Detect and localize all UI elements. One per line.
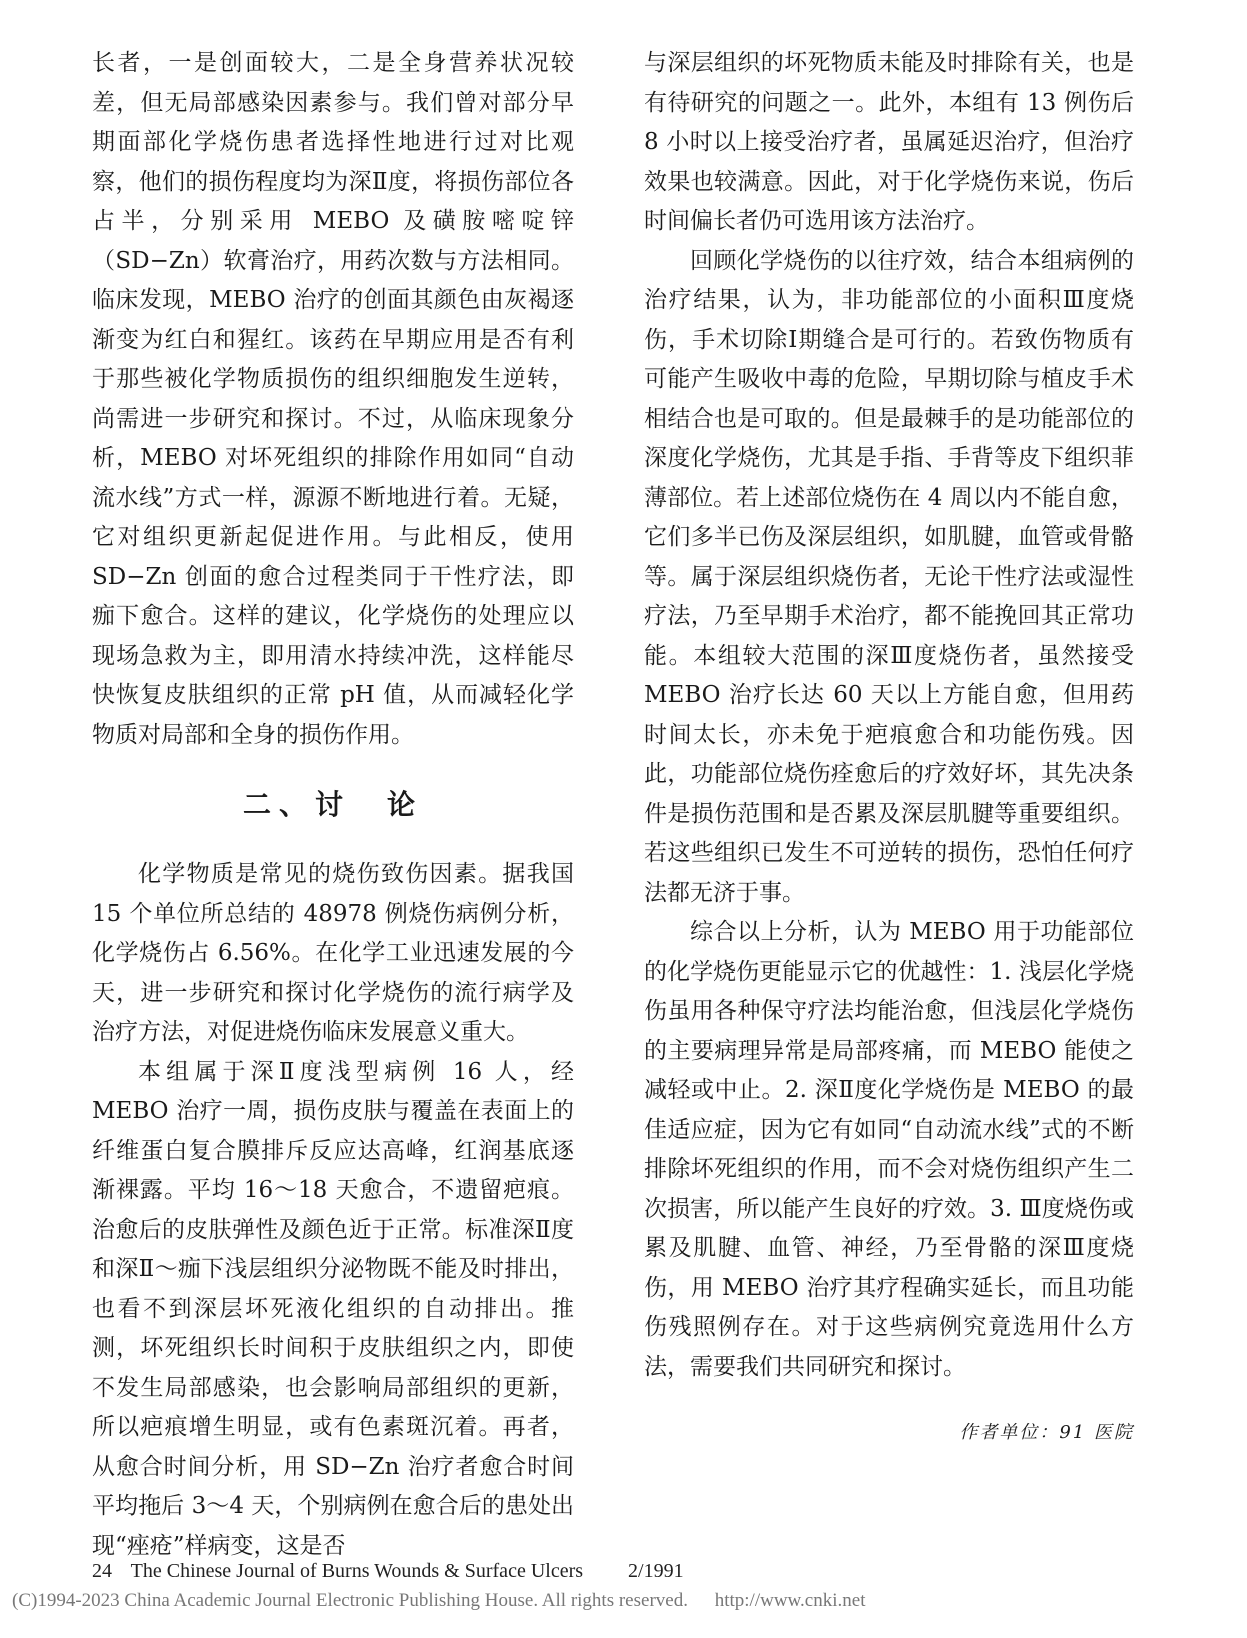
page-number: 24 bbox=[92, 1560, 112, 1582]
journal-name: The Chinese Journal of Burns Wounds & Surface Ulcers bbox=[130, 1560, 584, 1582]
left-paragraph-2: 化学物质是常见的烧伤致伤因素。据我国 15 个单位所总结的 48978 例烧伤病例分析，化学烧伤占 6.56%。在化学工业迅速发展的今天，进一步研究和探讨化学烧伤的流行病学及治疗方法，对促进烧伤临床发展意义重大。 bbox=[92, 861, 574, 1045]
right-paragraph-1: 与深层组织的坏死物质未能及时排除有关，也是有待研究的问题之一。此外，本组有 13 例伤后 8 小时以上接受治疗者，虽属延迟治疗，但治疗效果也较满意。因此，对于化学烧伤来说，伤后时间偏长者仍可选用该方法治疗。 bbox=[644, 50, 1134, 234]
right-paragraph-3: 综合以上分析，认为 MEBO 用于功能部位的化学烧伤更能显示它的优越性：1. 浅层化学烧伤虽用各种保守疗法均能治愈，但浅层化学烧伤的主要病理异常是局部疼痛，而 MEBO 能使之减轻或中止。2. 深Ⅱ度化学烧伤是 MEBO 的最佳适应症，因为它有如同“自动流水线”式的不断排除坏死组织的作用，而不会对烧伤组织产生二次损害，所以能产生良好的疗效。3. Ⅲ度烧伤或累及肌腱、血管、神经，乃至骨骼的深Ⅲ度烧伤，用 MEBO 治疗其疗程确实延长，而且功能伤残照例存在。对于这些病例究竟选用什么方法，需要我们共同研究和探讨。 bbox=[644, 919, 1134, 1380]
issue-number: 2/1991 bbox=[628, 1560, 684, 1582]
copyright-text: (C)1994-2023 China Academic Journal Electronic Publishing House. All rights reserved. bbox=[12, 1590, 688, 1611]
right-paragraph-2: 回顾化学烧伤的以往疗效，结合本组病例的治疗结果，认为，非功能部位的小面积Ⅲ度烧伤，手术切除Ⅰ期缝合是可行的。若致伤物质有可能产生吸收中毒的危险，早期切除与植皮手术相结合也是可取的。但是最棘手的是功能部位的深度化学烧伤，尤其是手指、手背等皮下组织菲薄部位。若上述部位烧伤在 4 周以内不能自愈，它们多半已伤及深层组织，如肌腱，血管或骨骼等。属于深层组织烧伤者，无论干性疗法或湿性疗法，乃至早期手术治疗，都不能挽回其正常功能。本组较大范围的深Ⅲ度烧伤者，虽然接受 MEBO 治疗长达 60 天以上方能自愈，但用药时间太长，亦未免于疤痕愈合和功能伤残。因此，功能部位烧伤痊愈后的疗效好坏，其先决条件是损伤范围和是否累及深层肌腱等重要组织。若这些组织已发生不可逆转的损伤，恐怕任何疗法都无济于事。 bbox=[644, 247, 1134, 906]
right-column bbox=[644, 44, 1134, 1453]
cnki-link[interactable]: http://www.cnki.net bbox=[714, 1590, 866, 1611]
left-paragraph-3: 本组属于深Ⅱ度浅型病例 16 人，经 MEBO 治疗一周，损伤皮肤与覆盖在表面上的纤维蛋白复合膜排斥反应达高峰，红润基底逐渐裸露。平均 16～18 天愈合，不遗留疤痕。治愈后的皮肤弹性及颜色近于正常。标准深Ⅱ度和深Ⅱ～痂下浅层组织分泌物既不能及时排出，也看不到深层坏死液化组织的自动排出。推测，坏死组织长时间积于皮肤组织之内，即使不发生局部感染，也会影响局部组织的更新，所以疤痕增生明显，或有色素斑沉着。再者，从愈合时间分析，用 SD−Zn 治疗者愈合时间平均拖后 3～4 天，个别病例在愈合后的患处出现“痤疮”样病变，这是否 bbox=[92, 1058, 574, 1559]
journal-footer bbox=[92, 1560, 684, 1583]
section-title: 二、讨 论 bbox=[242, 788, 423, 821]
left-paragraph-1: 长者，一是创面较大，二是全身营养状况较差，但无局部感染因素参与。我们曾对部分早期面部化学烧伤患者选择性地进行过对比观察，他们的损伤程度均为深Ⅱ度，将损伤部位各占半，分别采用 MEBO 及磺胺嘧啶锌（SD−Zn）软膏治疗，用药次数与方法相同。临床发现，MEBO 治疗的创面其颜色由灰褐逐渐变为红白和猩红。该药在早期应用是否有利于那些被化学物质损伤的组织细胞发生逆转，尚需进一步研究和探讨。不过，从临床现象分析，MEBO 对坏死组织的排除作用如同“自动流水线”方式一样，源源不断地进行着。无疑，它对组织更新起促进作用。与此相反，使用 SD−Zn 创面的愈合过程类同于干性疗法，即痂下愈合。这样的建议，化学烧伤的处理应以现场急救为主，即用清水持续冲洗，这样能尽快恢复皮肤组织的正常 pH 值，从而减轻化学物质对局部和全身的损伤作用。 bbox=[92, 50, 574, 748]
left-column bbox=[92, 44, 574, 1566]
author-unit: 作者单位：91 医院 bbox=[959, 1422, 1134, 1443]
copyright-line bbox=[12, 1590, 865, 1612]
